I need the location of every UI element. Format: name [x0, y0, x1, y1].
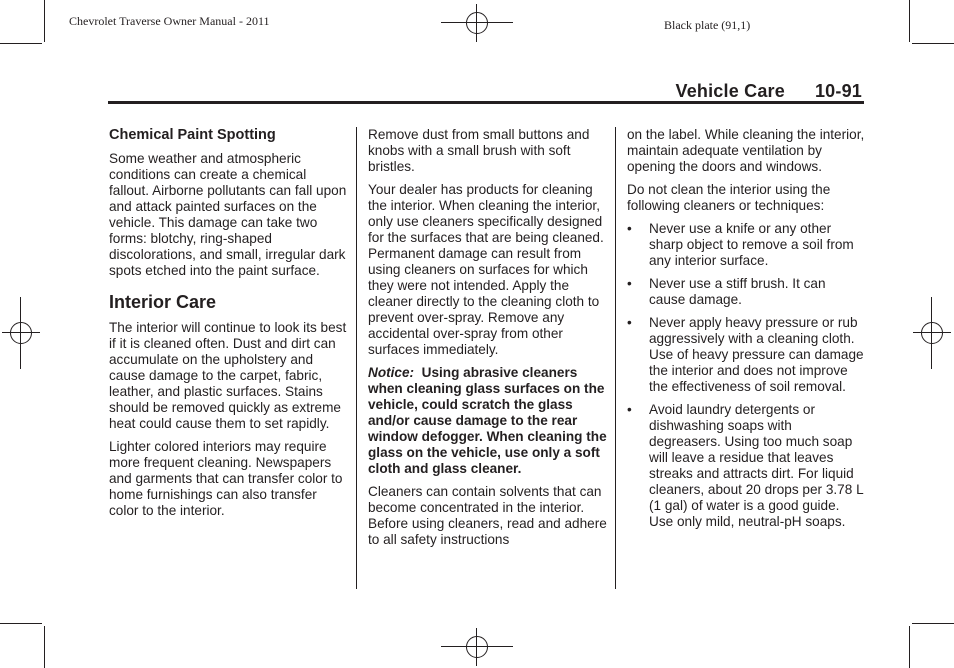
crop-mark	[912, 43, 954, 44]
column-divider	[356, 127, 357, 589]
registration-mark-right	[913, 297, 951, 369]
notice-block	[368, 365, 608, 477]
list-item	[627, 402, 865, 530]
column-1	[109, 127, 349, 526]
crop-mark	[44, 626, 45, 668]
paragraph: Cleaners can contain solvents that can become concentrated in the interior. Before using cleaners, read and adhere to all safety instructions	[368, 484, 607, 547]
notice-label: Notice:	[368, 365, 415, 380]
list-item	[627, 221, 865, 269]
subsection-heading: Chemical Paint Spotting	[109, 127, 276, 143]
bullet-list	[627, 221, 865, 530]
paragraph: Remove dust from small buttons and knobs with a small brush with soft bristles.	[368, 127, 590, 174]
crop-mark	[44, 0, 45, 42]
paragraph: Do not clean the interior using the following cleaners or techniques:	[627, 182, 831, 213]
paragraph: Your dealer has products for cleaning the interior. When cleaning the interior, only use cleaners specifically designed for the surfaces that are being cleaned. Permanent damage can result from using cleaners on surfaces for which they were not intended. Apply the cleaner directly to the cleaning cloth to prevent over-spray. Remove any accidental over-spray from other surfaces immediately.	[368, 182, 604, 357]
section-name: Vehicle Care	[675, 81, 785, 101]
list-item-text: Never apply heavy pressure or rub aggressively with a cleaning cloth. Use of heavy pressure can damage the interior and does not improve the effectiveness of soil removal.	[649, 315, 864, 394]
paragraph: The interior will continue to look its best if it is cleaned often. Dust and dirt can accumulate on the upholstery and cause damage to the carpet, fabric, leather, and plastic surfaces. Stains should be removed quickly as extreme heat could cause them to set rapidly.	[109, 320, 347, 431]
registration-mark-left	[2, 297, 40, 369]
paragraph: Some weather and atmospheric conditions can create a chemical fallout. Airborne pollutants can fall upon and attack painted surfaces on the vehicle. This damage can take two forms: blotchy, ring-shaped discolorations, and small, irregular dark spots etched into the paint surface.	[109, 151, 347, 278]
list-item-text: Never use a stiff brush. It can cause damage.	[649, 276, 826, 307]
page-number: 10-91	[814, 81, 862, 101]
bullet-icon: •	[627, 276, 632, 291]
list-item	[627, 315, 865, 395]
header-rule	[108, 101, 864, 104]
column-3	[627, 127, 865, 537]
list-item	[627, 276, 865, 308]
column-2	[368, 127, 608, 555]
manual-title: Chevrolet Traverse Owner Manual - 2011	[69, 14, 270, 28]
crop-mark	[0, 623, 42, 624]
bullet-icon: •	[627, 402, 632, 417]
notice-text: Using abrasive cleaners when cleaning glass surfaces on the vehicle, could scratch the glass and/or cause damage to the rear window defogger. When cleaning the glass on the vehicle, use only a soft cloth and glass cleaner.	[368, 365, 607, 476]
column-divider	[615, 127, 616, 589]
registration-mark-bottom	[441, 628, 513, 666]
bullet-icon: •	[627, 221, 632, 236]
paragraph: on the label. While cleaning the interior, maintain adequate ventilation by opening the doors and windows.	[627, 127, 865, 174]
bullet-icon: •	[627, 315, 632, 330]
registration-mark-top	[441, 4, 513, 42]
crop-mark	[909, 626, 910, 668]
crop-mark	[912, 623, 954, 624]
crop-mark	[0, 43, 42, 44]
list-item-text: Avoid laundry detergents or dishwashing soaps with degreasers. Using too much soap will leave a residue that leaves streaks and attracts dirt. For liquid cleaners, about 20 drops per 3.78 L (1 gal) of water is a good guide. Use only mild, neutral-pH soaps.	[649, 402, 864, 529]
section-title: Interior Care	[109, 292, 217, 312]
paragraph: Lighter colored interiors may require more frequent cleaning. Newspapers and garments that can transfer color to home furnishings can also transfer color to the interior.	[109, 439, 343, 518]
plate-label: Black plate (91,1)	[664, 18, 751, 32]
running-header	[675, 81, 862, 102]
crop-mark	[909, 0, 910, 42]
list-item-text: Never use a knife or any other sharp object to remove a soil from any interior surface.	[649, 221, 854, 268]
